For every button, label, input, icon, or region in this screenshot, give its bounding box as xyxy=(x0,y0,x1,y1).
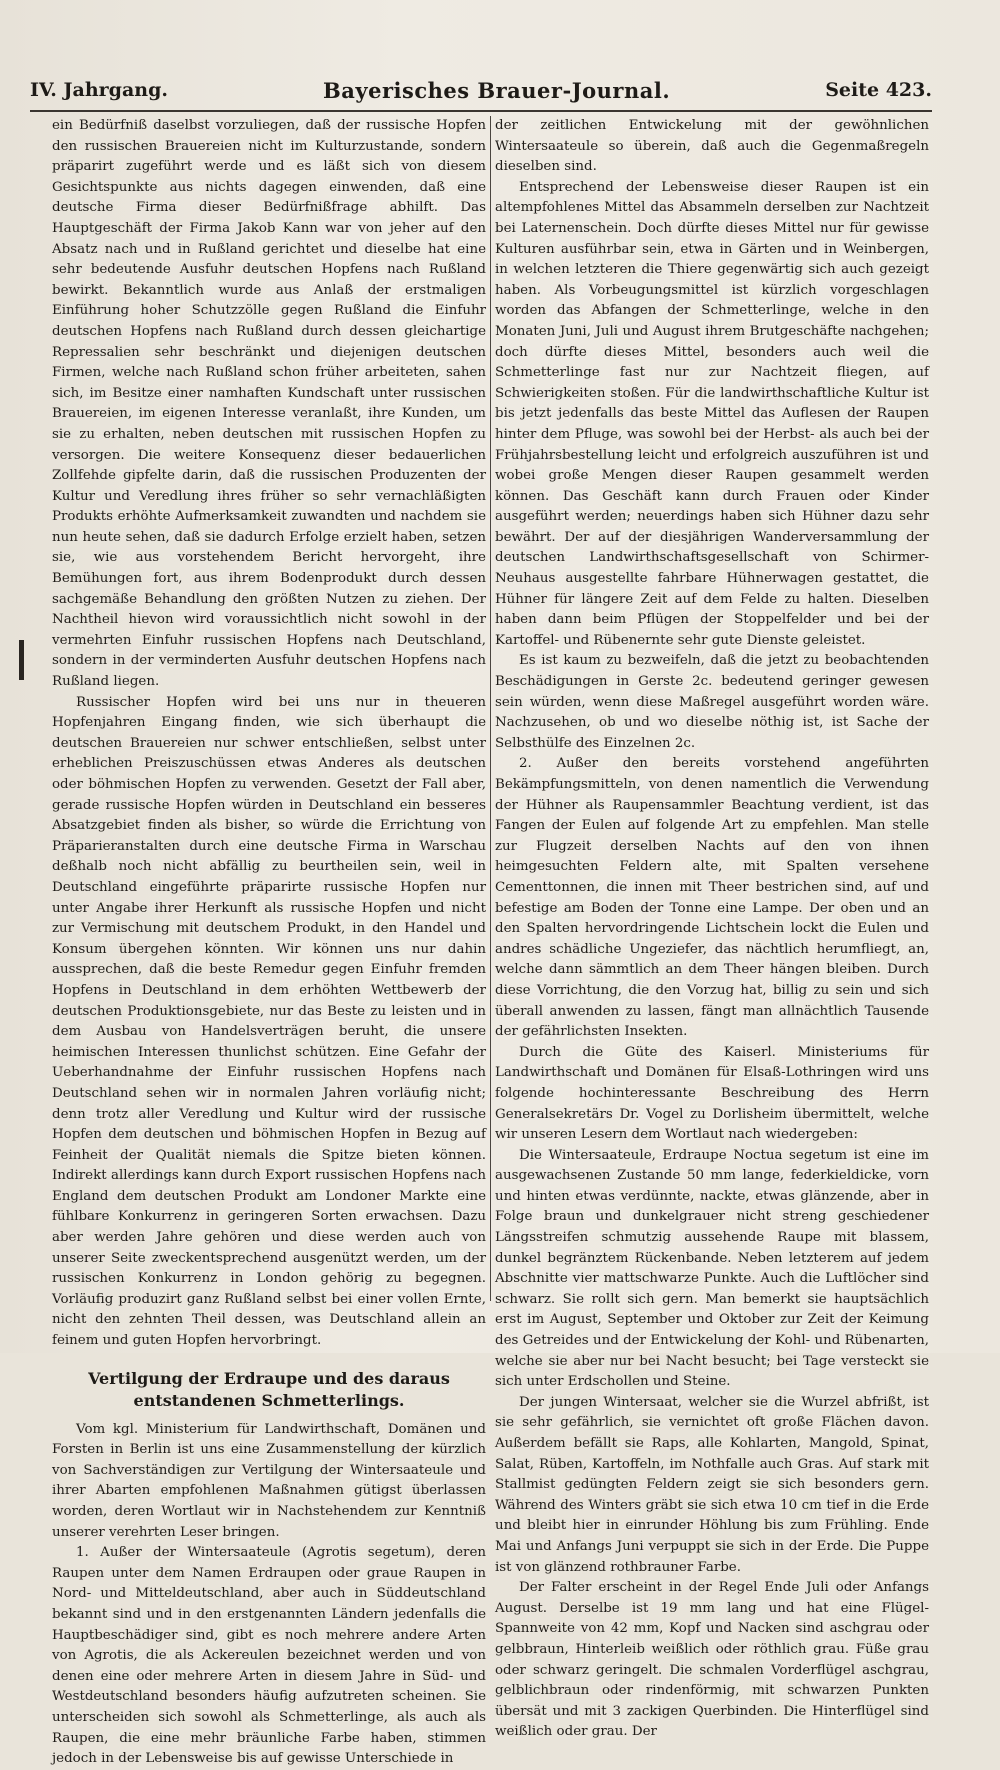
paragraph: Es ist kaum zu bezweifeln, daß die jetzt zu beobachtenden Beschädigungen in Gerste 2c. bedeutend geringer gewesen sein würden, wenn diese Maßregel ausgeführt worden wäre. Nachzusehen, ob und wo dieselbe nöthig ist, ist Sache der Selbsthülfe des Einzelnen 2c. xyxy=(495,653,929,751)
page-number: Seite 423. xyxy=(825,79,932,101)
paragraph: der zeitlichen Entwickelung mit der gewöhnlichen Wintersaateule so überein, daß auch die Gegenmaßregeln dieselben sind. xyxy=(495,118,929,175)
column-divider xyxy=(490,116,491,1301)
article-heading: Vertilgung der Erdraupe und des daraus entstandenen Schmetterlings. xyxy=(88,1368,450,1410)
paragraph: Entsprechend der Lebensweise dieser Raupen ist ein altempfohlenes Mittel das Absammeln derselben zur Nachtzeit bei Laternenschein. Doch dürfte dieses Mittel nur für gewisse Kulturen ausführbar sein, etwa in Gärten und in Weinbergen, in welchen letzteren die Thiere gegenwärtig sich auch gezeigt haben. Als Vorbeugungsmittel ist kürzlich vorgeschlagen worden das Abfangen der Schmetterlinge, welche in den Monaten Juni, Juli und August ihrem Brutgeschäfte nachgehen; doch dürfte dieses Mittel, besonders auch weil die Schmetterlinge fast nur zur Nachtzeit fliegen, auf Schwierigkeiten stoßen. Für die landwirthschaftliche Kultur ist bis jetzt jedenfalls das beste Mittel das Auflesen der Raupen hinter dem Pfluge, was sowohl bei der Herbst- als auch bei der Frühjahrsbestellung leicht und erfolgreich auszuführen ist und wobei große Mengen dieser Raupen gesammelt werden können. Das Geschäft kann durch Frauen oder Kinder ausgeführt werden; neuerdings haben sich Hühner dazu sehr bewährt. Der auf der diesjährigen Wanderversammlung der deutschen Landwirthschaftsgesellschaft von Schirmer-Neuhaus ausgestellte fahrbare Hühnerwagen gestattet, die Hühner für längere Zeit auf dem Felde zu halten. Dieselben haben dann beim Pflügen der Stoppelfelder und bei der Kartoffel- und Rübenernte sehr gute Dienste geleistet. xyxy=(495,179,929,648)
right-column xyxy=(495,116,929,1740)
left-column xyxy=(52,116,486,1767)
header-rule xyxy=(30,110,932,112)
paragraph: 2. Außer den bereits vorstehend angeführten Bekämpfungsmitteln, von denen namentlich die Verwendung der Hühner als Raupensammler Beachtung verdient, ist das Fangen der Eulen auf folgende Art zu empfehlen. Man stelle zur Flugzeit derselben Nachts auf den von ihnen heimgesuchten Feldern alte, mit Spalten versehene Cementtonnen, die innen mit Theer bestrichen sind, auf und befestige am Boden der Tonne eine Lampe. Der oben und an den Spalten hervordringende Lichtschein lockt die Eulen und andres schädliche Ungeziefer, das nächtlich herumfliegt, an, welche dann sämmtlich an dem Theer hängen bleiben. Durch diese Vorrichtung, die den Vorzug hat, billig zu sein und sich überall anwenden zu lassen, fängt man allnächtlich Tausende der gefährlichsten Insekten. xyxy=(495,756,929,1040)
paragraph: 1. Außer der Wintersaateule (Agrotis segetum), deren Raupen unter dem Namen Erdraupen oder graue Raupen in Nord- und Mitteldeutschland, aber auch in Süddeutschland bekannt sind und in den erstgenannten Ländern jedenfalls die Hauptbeschädiger sind, gibt es noch mehrere andere Arten von Agrotis, die als Ackereulen bezeichnet werden und von denen eine oder mehrere Arten in diesem Jahre in Süd- und Westdeutschland besonders häufig aufzutreten scheinen. Sie unterscheiden sich sowohl als Schmetterlinge, als auch als Raupen, die eine mehr bräunliche Farbe haben, stimmen jedoch in der Lebensweise bis auf gewisse Unterschiede in xyxy=(52,1545,486,1767)
margin-mark xyxy=(19,640,24,680)
paragraph: Durch die Güte des Kaiserl. Ministeriums für Landwirthschaft und Domänen für Elsaß-Lothringen wird uns folgende hochinteressante Beschreibung des Herrn Generalsekretärs Dr. Vogel zu Dorlisheim übermittelt, welche wir unseren Lesern dem Wortlaut nach wiedergeben: xyxy=(495,1044,929,1143)
paragraph: Der Falter erscheint in der Regel Ende Juli oder Anfangs August. Derselbe ist 19 mm lang und hat eine Flügel-Spannweite von 42 mm, Kopf und Nacken sind aschgrau oder gelbbraun, Hinterleib weißlich oder röthlich grau. Füße grau oder schwarz geringelt. Die schmalen Vorderflügel aschgrau, gelblichbraun oder rindenförmig, mit schwarzen Punkten übersät und mit 3 zackigen Querbinden. Die Hinterflügel sind weißlich oder grau. Der xyxy=(495,1580,929,1740)
volume-label: IV. Jahrgang. xyxy=(30,79,168,101)
paragraph: Vom kgl. Ministerium für Landwirthschaft, Domänen und Forsten in Berlin ist uns eine Zusammenstellung der kürzlich von Sachverständigen zur Vertilgung der Wintersaateule und ihrer Abarten empfohlenen Maßnahmen gütigst überlassen worden, deren Wortlaut wir in Nachstehendem zur Kenntniß unserer verehrten Leser bringen. xyxy=(52,1421,486,1540)
masthead-title: Bayerisches Brauer-Journal. xyxy=(323,77,671,103)
paragraph: Die Wintersaateule, Erdraupe Noctua segetum ist eine im ausgewachsenen Zustande 50 mm lange, federkieldicke, vorn und hinten etwas verdünnte, nackte, etwas glänzende, aber in Folge braun und dunkelgrauer nicht streng geschiedener Längsstreifen schmutzig aussehende Raupe mit blassem, dunkel begränztem Rückenbande. Neben letzterem auf jedem Abschnitte vier mattschwarze Punkte. Auch die Luftlöcher sind schwarz. Sie rollt sich gern. Man bemerkt sie hauptsächlich erst im August, September und Oktober zur Zeit der Keimung des Getreides und der Entwickelung der Kohl- und Rübenarten, welche sie aber nur bei Nacht besucht; bei Tage versteckt sie sich unter Erdschollen und Steine. xyxy=(495,1147,929,1390)
page-header xyxy=(30,75,932,105)
paragraph: Russischer Hopfen wird bei uns nur in theueren Hopfenjahren Eingang finden, wie sich überhaupt die deutschen Brauereien nur schwer entschließen, selbst unter erheblichen Preiszuschüssen etwas Anderes als deutschen oder böhmischen Hopfen zu verwenden. Gesetzt der Fall aber, gerade russische Hopfen würden in Deutschland ein besseres Absatzgebiet finden als bisher, so würde die Errichtung von Präparieranstalten durch eine deutsche Firma in Warschau deßhalb noch nicht abfällig zu beurtheilen sein, weil in Deutschland eingeführte präparirte russische Hopfen nur unter Angabe ihrer Herkunft als russische Hopfen und nicht zur Vermischung mit deutschem Produkt, in den Handel und Konsum übergehen könnten. Wir können uns nur dahin aussprechen, daß die beste Remedur gegen Einfuhr fremden Hopfens in Deutschland in dem erhöhten Wettbewerb der deutschen Produktionsgebiete, nur das Beste zu leisten und in dem Ausbau von Handelsverträgen beruht, die unsere heimischen Interessen thunlichst schützen. Eine Gefahr der Ueberhandnahme der Einfuhr russischen Hopfens nach Deutschland sehen wir in normalen Jahren vorläufig nicht; denn trotz aller Veredlung und Kultur wird der russische Hopfen dem deutschen und böhmischen Hopfen in Bezug auf Feinheit der Qualität niemals die Spitze bieten können. Indirekt allerdings kann durch Export russischen Hopfens nach England dem deutschen Produkt am Londoner Markte eine fühlbare Konkurrenz in geringeren Sorten erwachsen. Dazu aber werden Jahre gehören und diese werden auch von unserer Seite zweckentsprechend ausgenützt werden, um der russischen Konkurrenz in London gehörig zu begegnen. Vorläufig produzirt ganz Rußland selbst bei einer vollen Ernte, nicht den zehnten Theil dessen, was Deutschland allein an feinem und guten Hopfen hervorbringt. xyxy=(52,694,486,1349)
paragraph: Der jungen Wintersaat, welcher sie die Wurzel abfrißt, ist sie sehr gefährlich, sie vernichtet oft große Flächen davon. Außerdem befällt sie Raps, alle Kohlarten, Mangold, Spinat, Salat, Rüben, Kartoffeln, im Nothfalle auch Gras. Auf stark mit Stallmist gedüngten Feldern zeigt sie sich besonders gern. Während des Winters gräbt sie sich etwa 10 cm tief in die Erde und bleibt hier in einrunder Höhlung bis zum Frühling. Ende Mai und Anfangs Juni verpuppt sie sich in der Erde. Die Puppe ist von glänzend rothbrauner Farbe. xyxy=(495,1394,929,1575)
paragraph: ein Bedürfniß daselbst vorzuliegen, daß der russische Hopfen den russischen Brauereien nicht im Kulturzustande, sondern präparirt zugeführt werde und es läßt sich von diesem Gesichtspunkte aus nichts dagegen einwenden, daß eine deutsche Firma dieser Bedürfnißfrage abhilft. Das Hauptgeschäft der Firma Jakob Kann war von jeher auf den Absatz nach und in Rußland gerichtet und dieselbe hat eine sehr bedeutende Ausfuhr deutschen Hopfens nach Rußland bewirkt. Bekanntlich wurde aus Anlaß der erstmaligen Einführung hoher Schutzzölle gegen Rußland die Einfuhr deutschen Hopfens nach Rußland durch dessen gleichartige Repressalien sehr beschränkt und diejenigen deutschen Firmen, welche nach Rußland schon früher arbeiteten, sahen sich, im Besitze einer namhaften Kundschaft unter russischen Brauereien, im eigenen Interesse veranlaßt, ihre Kunden, um sie zu erhalten, neben deutschen mit russischen Hopfen zu versorgen. Die weitere Konsequenz dieser bedauerlichen Zollfehde gipfelte darin, daß die russischen Produzenten der Kultur und Veredlung ihres früher so sehr vernachläßigten Produkts erhöhte Aufmerksamkeit zuwandten und nachdem sie nun heute sehen, daß sie dadurch Erfolge erzielt haben, setzen sie, wie aus vorstehendem Bericht hervorgeht, ihre Bemühungen fort, aus ihrem Bodenprodukt durch dessen sachgemäße Behandlung den größten Nutzen zu ziehen. Der Nachtheil hievon wird voraussichtlich nicht sowohl in der vermehrten Einfuhr russischen Hopfens nach Deutschland, sondern in der verminderten Ausfuhr deutschen Hopfens nach Rußland liegen. xyxy=(52,118,486,690)
